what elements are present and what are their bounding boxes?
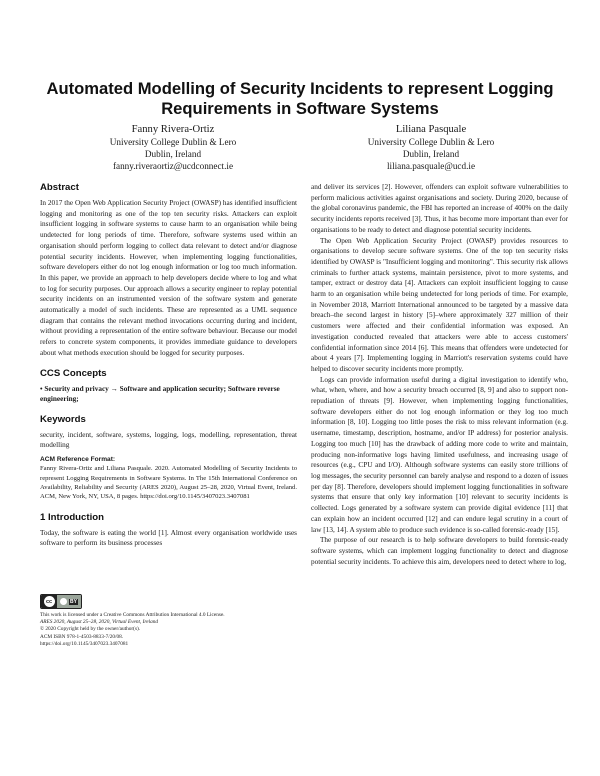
author-email[interactable]: fanny.riveraortiz@ucdconnect.ie: [112, 160, 234, 171]
person-icon: [60, 598, 67, 605]
ccs-concepts: [40, 384, 297, 405]
introduction-paragraph: Today, the software is eating the world [1]. Almost every organisation worldwide uses software to perform its business processes: [40, 528, 297, 548]
author-name: Fanny Rivera-Ortiz: [131, 124, 215, 135]
keywords-heading: Keywords: [40, 413, 86, 425]
license-line: This work is licensed under a Creative Commons Attribution International 4.0 License.: [40, 612, 225, 618]
abstract-heading: Abstract: [40, 182, 79, 193]
isbn-line: ACM ISBN 978-1-4503-8833-7/20/08.: [40, 633, 124, 640]
author-location: Dublin, Ireland: [402, 148, 460, 159]
paper-title: Automated Modelling of Security Incidents to represent Logging Requirements in Software Systems: [46, 79, 554, 118]
right-column: [311, 182, 568, 567]
author-1: [48, 123, 298, 172]
introduction-heading: 1 Introduction: [40, 511, 104, 523]
body-paragraph: Logs can provide information useful during a digital investigation to identify who, what, when, where, and how a security breach occurred [8, 9] and also to support non-repudiation of threats [9]. However, when implementing logging functionalities, software developers either do not log enough information or they log too much information [8, 10]. Logging too little poses the risk to miss relevant information (e.g. username, timestamp, description, hostname, and/or IP address) for posterior analysis. Logging too much [10] has the drawback of adding more code to write and maintain, producing non-informative logs having limited usefulness, and increasing usage of resources (e.g., CPU and I/O). Although software systems can easily store trillions of log messages, the security personnel can barely analyse and respond to a dozen of issues per day [8]. Therefore, developers should implement logging functionalities in software systems that ensure that only key information [10] relevant to security incidents is collected. Logs generated by a software system can provide digital evidence [11] that can explain how an incident occurred [12] and can endure legal scrutiny in a court of law [13, 14]. A system able to produce such evidence is so-called forensic-ready [15].: [311, 375, 568, 534]
acm-reference-text: Fanny Rivera-Ortiz and Liliana Pasquale. 2020. Automated Modelling of Security Incidents to represent Logging Requirements in Software Systems. In The 15th International Conference on Availability, Reliability and Security (ARES 2020), August 25–28, 2020, Virtual Event, Ireland. ACM, New York, NY, USA, 8 pages. https://doi.org/10.1145/3407023.3407081: [40, 465, 297, 501]
acm-reference-heading: ACM Reference Format:: [40, 456, 116, 464]
doi-link[interactable]: https://doi.org/10.1145/3407023.3407081: [40, 640, 129, 647]
author-block: [40, 123, 560, 183]
author-affiliation: University College Dublin & Lero: [109, 137, 237, 147]
author-affiliation: University College Dublin & Lero: [367, 137, 495, 147]
author-email[interactable]: liliana.pasquale@ucd.ie: [386, 160, 476, 171]
author-2: [306, 123, 556, 172]
cc-label: cc: [44, 596, 55, 607]
body-paragraph: The Open Web Application Security Project (OWASP) provides resources to organisations to develop secure software systems. One of the top ten security risks identified by OWASP is "Insufficient logging and monitoring". This security risk allows criminals to further attack systems, maintain persistence, pivot to more systems, and tamper, extract or destroy data [4]. Attackers can exploit insufficient logging to cause harm to an organisation while being undetected for long periods of time. For example, in November 2018, Marriott International announced to be targeted by a massive data breach–the second largest in history [5]–where approximately 327 million of their customers were affected and their confidential information was exposed. An investigation conducted revealed that attackers were able to access customers' confidential information since 2014 [6]. This means that offenders were undetected for about 4 years [7]. Implementing logging in Marriott's reservation systems could have helped to discover security incidents more promptly.: [311, 236, 568, 373]
conference-line: ARES 2020, August 25–28, 2020, Virtual Event, Ireland: [40, 619, 159, 626]
left-column: [40, 182, 297, 549]
body-paragraph: and deliver its services [2]. However, offenders can exploit software vulnerabilities to perform malicious activities against organisations and society. During 2020, because of the global coronavirus pandemic, the FBI has reported an increase of 400% on the daily security incidents reports received [3]. Thus, it has become more important than ever for organisations to be ready to detect and diagnose potential security incidents.: [311, 183, 568, 234]
ccs-concepts-text: Software and application security; Software reverse engineering;: [40, 384, 280, 404]
ccs-prefix: • Security and privacy →: [40, 384, 120, 393]
creative-commons-icon[interactable]: [40, 594, 82, 609]
ccs-heading: CCS Concepts: [40, 367, 107, 379]
license-block: [40, 594, 297, 648]
author-location: Dublin, Ireland: [144, 148, 202, 159]
by-label: BY: [70, 598, 77, 605]
body-paragraph: The purpose of our research is to help software developers to build forensic-ready software systems, which can implement logging functionality to detect and diagnose potential security incidents. To achieve this aim, developers need to detect where to log,: [311, 536, 568, 566]
keywords-text: security, incident, software, systems, logging, logs, modelling, representation, threat modelling: [40, 430, 297, 450]
abstract-text: In 2017 the Open Web Application Security Project (OWASP) has identified insufficient logging and monitoring as one of the top ten security risks. Attackers can exploit insufficient logging in software systems to cause harm to an organisation while being undetected for long periods of time. Therefore, software systems used within an organisation should perform logging to collect data relevant to detect and/or diagnose potential security incidents. However, when implementing logging functionalities, software developers either do not log enough information or log too much information. In this paper, we provide an approach to help developers decide where to log and what to log for security purposes. Our approach allows a security engineer to replay potential security incidents on an instrumented version of the software system and generate automatically a model of such incidents. These are represented as a UML sequence diagram that contains the relevant method invocations occurring during and incident, without providing a representation of the entire software behaviour. Because our model refers to concrete system components, it provides immediate guidance to developers about what methods execution should be logged for security purposes.: [40, 199, 297, 357]
copyright-line: © 2020 Copyright held by the owner/author(s).: [40, 626, 141, 633]
author-name: Liliana Pasquale: [395, 124, 467, 135]
